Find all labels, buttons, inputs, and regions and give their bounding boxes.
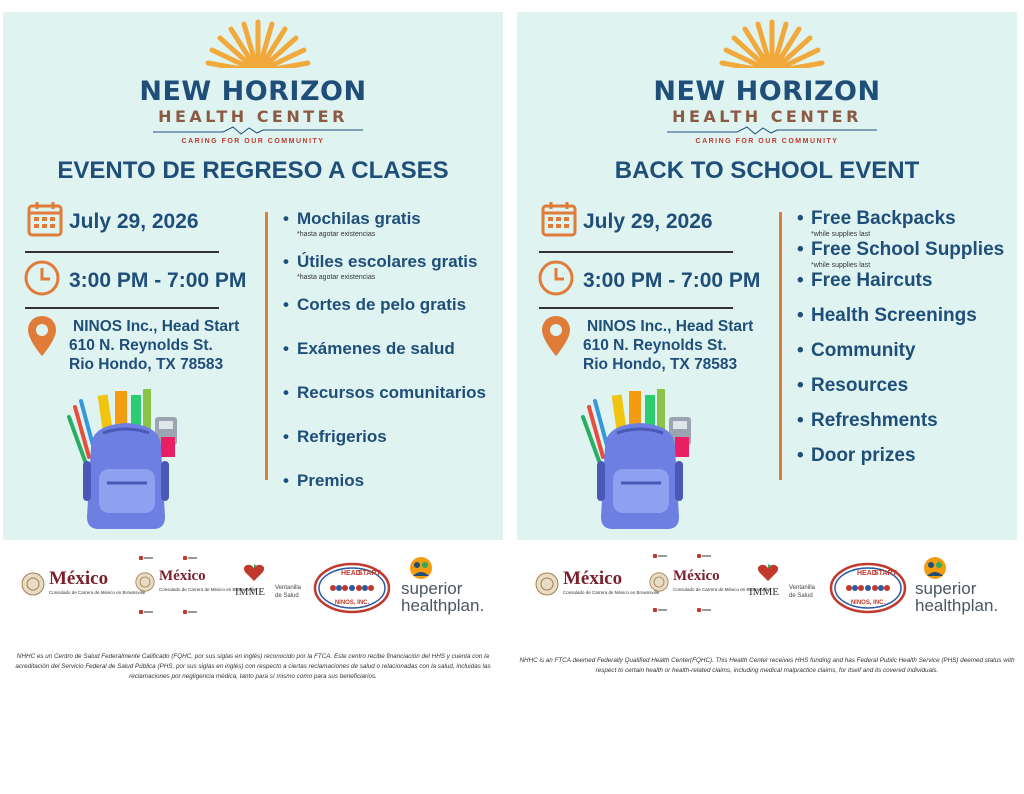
mexico-consulate-logo [21,568,146,604]
brand-tagline: CARING FOR OUR COMMUNITY [695,138,839,145]
start-text: START [358,570,381,577]
list-item [283,382,503,404]
address-line: 610 N. Reynolds St. [69,337,213,354]
head-start-logo [313,562,391,614]
shp-line: healthplan. [915,596,999,615]
item-label: Resources [811,375,909,396]
superior-healthplan-name [401,580,484,614]
imme-logo [235,564,305,614]
shp-line: healthplan. [401,596,485,615]
mexico-name: México [673,568,720,584]
de-salud-text: de Salud [789,593,813,599]
shp-line: superior [915,579,977,598]
sunrise-icon [203,16,313,76]
location-pin-icon [541,314,571,358]
list-item [797,340,1017,362]
item-label: Refreshments [811,410,938,431]
list-item [797,410,1017,432]
imme-logo [749,564,819,614]
disclaimer-text: NHHC es un Centro de Salud Federalmente Calificado (FQHC, por sus siglas en inglés) reconocido por la FTCA. Este centro recibe financiación del HHS y cuenta con la acreditación del Servicio Federal de Salud Pública (PHS, por sus siglas en inglés) con respecto a ciertas reclamaciones de salud o relacionadas con la salud, incluidas las reclamaciones por negligencia médica, tanto para sí mismo como para sus beneficiarios. [15,653,491,680]
sunrise-icon [717,16,827,76]
clock-icon [23,259,61,297]
superior-healthplan-logo [915,556,1015,616]
flyer-english [517,12,1017,672]
brand-logo [517,16,1017,146]
list-item [797,208,1017,239]
list-item [283,294,503,316]
list-item [797,445,1017,467]
offerings-list [283,208,503,514]
superior-healthplan-icon [409,556,433,580]
item-label: Free School Supplies [811,239,1005,260]
mexico-subtitle: Consulado de Carrera de México en Brownsville [673,587,770,592]
superior-healthplan-icon [923,556,947,580]
brand-tagline: CARING FOR OUR COMMUNITY [181,138,325,145]
list-item-continuation [797,375,1017,397]
ventanilla-text: Ventanilla [275,585,302,591]
mini-logo [653,554,667,560]
mexico-name: México [159,568,206,584]
de-salud-text: de Salud [275,593,299,599]
location-pin-icon [27,314,57,358]
brand-logo [3,16,503,146]
event-address [583,317,753,374]
item-label: Community [811,340,916,361]
mini-logo [139,610,153,616]
start-text: START [874,570,897,577]
imme-heart-icon [243,564,265,582]
ninos-text: NINOS, INC. [334,600,370,606]
column-divider [265,212,268,480]
divider-line [25,251,219,253]
mini-logo [653,608,667,614]
mini-logo [183,556,197,562]
item-label: Door prizes [811,445,916,466]
item-note: *while supplies last [811,231,871,238]
head-start-emblem-icon [829,562,907,614]
head-start-emblem-icon [313,562,391,614]
clock-icon [537,259,575,297]
list-item [283,470,503,492]
head-text: HEAD [857,570,877,577]
mexico-subtitle: Consulado de Carrera de México en Brownsville [159,587,256,592]
sponsor-logos [3,548,503,618]
divider-line [25,307,219,309]
mini-logo [697,608,711,614]
mini-logo [139,556,153,562]
mexico-name: México [49,568,109,589]
ventanilla-text: Ventanilla [789,585,816,591]
mexico-seal-icon [21,572,45,596]
mini-logo [697,554,711,560]
item-note: *while supplies last [811,262,871,269]
item-label: Cortes de pelo gratis [297,295,467,314]
item-label: Útiles escolares gratis [297,252,478,271]
item-label: Recursos comunitarios [297,383,486,402]
head-text: HEAD [341,570,361,577]
ventanilla-de-salud [789,584,815,600]
shp-line: superior [401,579,463,598]
event-time: 3:00 PM - 7:00 PM [69,269,247,292]
calendar-icon [541,201,577,237]
mexico-seal-icon [535,572,559,596]
ninos-text: NINOS, INC. [850,600,886,606]
item-note: *hasta agotar existencias [297,231,376,238]
event-details [535,197,775,537]
list-item [283,208,503,239]
brand-name: NEW HORIZON [653,76,881,107]
backpack-icon [575,387,705,537]
imme-name: IMME [235,586,265,598]
flyer-panel [3,12,503,540]
item-label: Free Haircuts [811,270,933,291]
superior-healthplan-name [915,580,998,614]
flyer-panel [517,12,1017,540]
disclaimer-text: NHHC is an FTCA deemed Federally Qualified Health Center(FQHC). This Health Center receives HHS funding and has Federal Public Health Service (PHS) deemed status with respect to certain health or health-related claims, including medical malpractice claims, for itself and its covered individuals. [519,657,1015,674]
event-address [69,317,239,374]
event-time: 3:00 PM - 7:00 PM [583,269,761,292]
calendar-icon [27,201,63,237]
item-label: Free Backpacks [811,208,956,229]
address-line: 610 N. Reynolds St. [583,337,727,354]
mexico-name: México [563,568,623,589]
brand-wave-line [667,124,877,136]
list-item [797,270,1017,292]
address-line: NINOS Inc., Head Start [587,318,754,335]
event-details [21,197,261,537]
list-item [797,305,1017,327]
offerings-list [797,208,1017,480]
ventanilla-de-salud [275,584,301,600]
event-date: July 29, 2026 [583,210,713,233]
superior-healthplan-logo [401,556,501,616]
address-line: Rio Hondo, TX 78583 [583,356,738,373]
mexico-seal-icon [135,572,155,592]
backpack-icon [61,387,191,537]
address-line: Rio Hondo, TX 78583 [69,356,224,373]
address-line: NINOS Inc., Head Start [73,318,240,335]
mexico-seal-icon [649,572,669,592]
brand-wave-line [153,124,363,136]
mexico-consulate-logo [535,568,660,604]
list-item [283,251,503,282]
mexico-subtitle: Consulado de Carrera de México en Brownsville [563,590,660,595]
list-item [283,426,503,448]
mexico-subtitle: Consulado de Carrera de México en Brownsville [49,590,146,595]
list-item [797,239,1017,270]
event-title: EVENTO DE REGRESO A CLASES [57,157,449,184]
head-start-logo [829,562,907,614]
sponsor-logos [517,548,1017,618]
divider-line [539,307,733,309]
imme-name: IMME [749,586,779,598]
event-date: July 29, 2026 [69,210,199,233]
brand-subtitle: HEALTH CENTER [158,107,348,126]
item-label: Health Screenings [811,305,977,326]
item-label: Exámenes de salud [297,339,455,358]
list-item [283,338,503,360]
brand-subtitle: HEALTH CENTER [672,107,862,126]
flyer-spanish [3,12,503,680]
divider-line [539,251,733,253]
item-note: *hasta agotar existencias [297,274,376,281]
item-label: Refrigerios [297,427,387,446]
brand-name: NEW HORIZON [139,76,367,107]
column-divider [779,212,782,480]
item-label: Premios [297,471,365,490]
item-label: Mochilas gratis [297,209,421,228]
event-title: BACK TO SCHOOL EVENT [614,157,920,184]
imme-heart-icon [757,564,779,582]
mini-logo [183,610,197,616]
